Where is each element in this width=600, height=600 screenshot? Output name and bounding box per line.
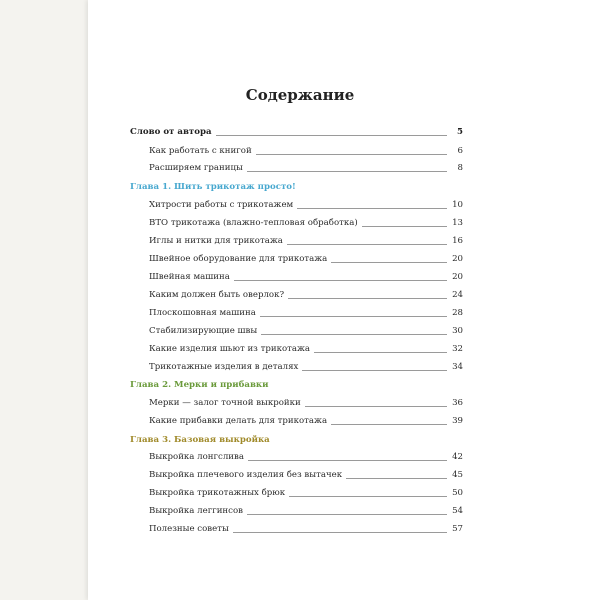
toc-entry-page: 20	[452, 272, 463, 282]
toc-leader	[247, 170, 447, 172]
toc-entry[interactable]	[130, 125, 463, 139]
chapter-heading[interactable]: Глава 2. Мерки и прибавки	[130, 380, 269, 390]
toc-leader	[287, 243, 447, 245]
toc-entry-label: Выкройка трикотажных брюк	[149, 488, 286, 498]
toc-entry[interactable]	[149, 306, 463, 320]
toc-leader	[302, 369, 447, 371]
toc-entry-page: 57	[452, 524, 463, 534]
toc-entry-page: 45	[452, 470, 463, 480]
toc-entry-label: Мерки — залог точной выкройки	[149, 398, 301, 408]
toc-entry-label: Выкройка плечевого изделия без вытачек	[149, 470, 343, 480]
toc-entry-page: 30	[452, 326, 463, 336]
toc-entry-label: Швейное оборудование для трикотажа	[149, 254, 328, 264]
toc-entry[interactable]	[149, 486, 463, 500]
toc-entry-page: 32	[452, 344, 463, 354]
toc-entry-label: Швейная машина	[149, 272, 230, 282]
toc-entry-label: Как работать с книгой	[149, 146, 252, 156]
toc-entry-page: 13	[452, 218, 463, 228]
toc-entry-page: 20	[452, 254, 463, 264]
toc-entry[interactable]	[149, 450, 463, 464]
toc-entry-label: Какие изделия шьют из трикотажа	[149, 344, 311, 354]
toc-leader	[234, 279, 447, 281]
toc-leader	[289, 495, 447, 497]
toc-entry-label: Полезные советы	[149, 524, 229, 534]
toc-entry-page: 34	[452, 362, 463, 372]
toc-leader	[346, 477, 447, 479]
toc-entry-page: 36	[452, 398, 463, 408]
toc-entry-label: Стабилизирующие швы	[149, 326, 258, 336]
toc-entry[interactable]	[149, 396, 463, 410]
toc-entry[interactable]	[149, 468, 463, 482]
toc-entry-label: Каким должен быть оверлок?	[149, 290, 285, 300]
toc-entry-page: 16	[452, 236, 463, 246]
toc-leader	[247, 513, 447, 515]
toc-entry[interactable]	[149, 270, 463, 284]
toc-entry[interactable]	[149, 414, 463, 428]
toc-leader	[297, 207, 447, 209]
toc-leader	[331, 423, 447, 425]
toc-entry[interactable]	[149, 288, 463, 302]
toc-entry-page: 5	[457, 127, 463, 137]
toc-entry[interactable]	[149, 324, 463, 338]
toc-entry-page: 28	[452, 308, 463, 318]
toc-entry[interactable]	[149, 161, 463, 175]
toc-leader	[314, 351, 447, 353]
toc-entry-page: 42	[452, 452, 463, 462]
toc-entry-page: 10	[452, 200, 463, 210]
toc-entry-label: Расширяем границы	[149, 163, 243, 173]
toc-entry-label: Трикотажные изделия в деталях	[149, 362, 299, 372]
chapter-heading[interactable]: Глава 3. Базовая выкройка	[130, 435, 270, 445]
toc-leader	[362, 225, 447, 227]
toc-entry[interactable]	[149, 342, 463, 356]
toc-leader	[256, 153, 447, 155]
toc-entry[interactable]	[149, 144, 463, 158]
toc-entry-page: 54	[452, 506, 463, 516]
toc-entry[interactable]	[149, 522, 463, 536]
toc-leader	[216, 134, 447, 136]
toc-entry-label: Хитрости работы с трикотажем	[149, 200, 294, 210]
toc-leader	[305, 405, 447, 407]
toc-entry-label: Какие прибавки делать для трикотажа	[149, 416, 328, 426]
toc-entry-page: 6	[457, 146, 463, 156]
toc-leader	[260, 315, 447, 317]
toc-entry[interactable]	[149, 360, 463, 374]
chapter-heading[interactable]: Глава 1. Шить трикотаж просто!	[130, 182, 296, 192]
toc-entry[interactable]	[149, 198, 463, 212]
toc-entry-label: Плоскошовная машина	[149, 308, 256, 318]
toc-leader	[248, 459, 447, 461]
toc-entry-label: Слово от автора	[130, 127, 212, 137]
page-title: Содержание	[245, 86, 355, 104]
toc-leader	[288, 297, 447, 299]
toc-entry-page: 39	[452, 416, 463, 426]
toc-entry-label: Выкройка леггинсов	[149, 506, 243, 516]
toc-leader	[233, 531, 447, 533]
toc-leader	[331, 261, 447, 263]
toc-entry-page: 50	[452, 488, 463, 498]
toc-entry[interactable]	[149, 216, 463, 230]
toc-leader	[261, 333, 447, 335]
toc-entry[interactable]	[149, 504, 463, 518]
toc-entry-label: Выкройка лонгслива	[149, 452, 244, 462]
toc-entry-page: 8	[457, 163, 463, 173]
toc-entry[interactable]	[149, 234, 463, 248]
toc-entry[interactable]	[149, 252, 463, 266]
toc-entry-page: 24	[452, 290, 463, 300]
toc-entry-label: Иглы и нитки для трикотажа	[149, 236, 283, 246]
toc-entry-label: ВТО трикотажа (влажно-тепловая обработка)	[149, 218, 358, 228]
